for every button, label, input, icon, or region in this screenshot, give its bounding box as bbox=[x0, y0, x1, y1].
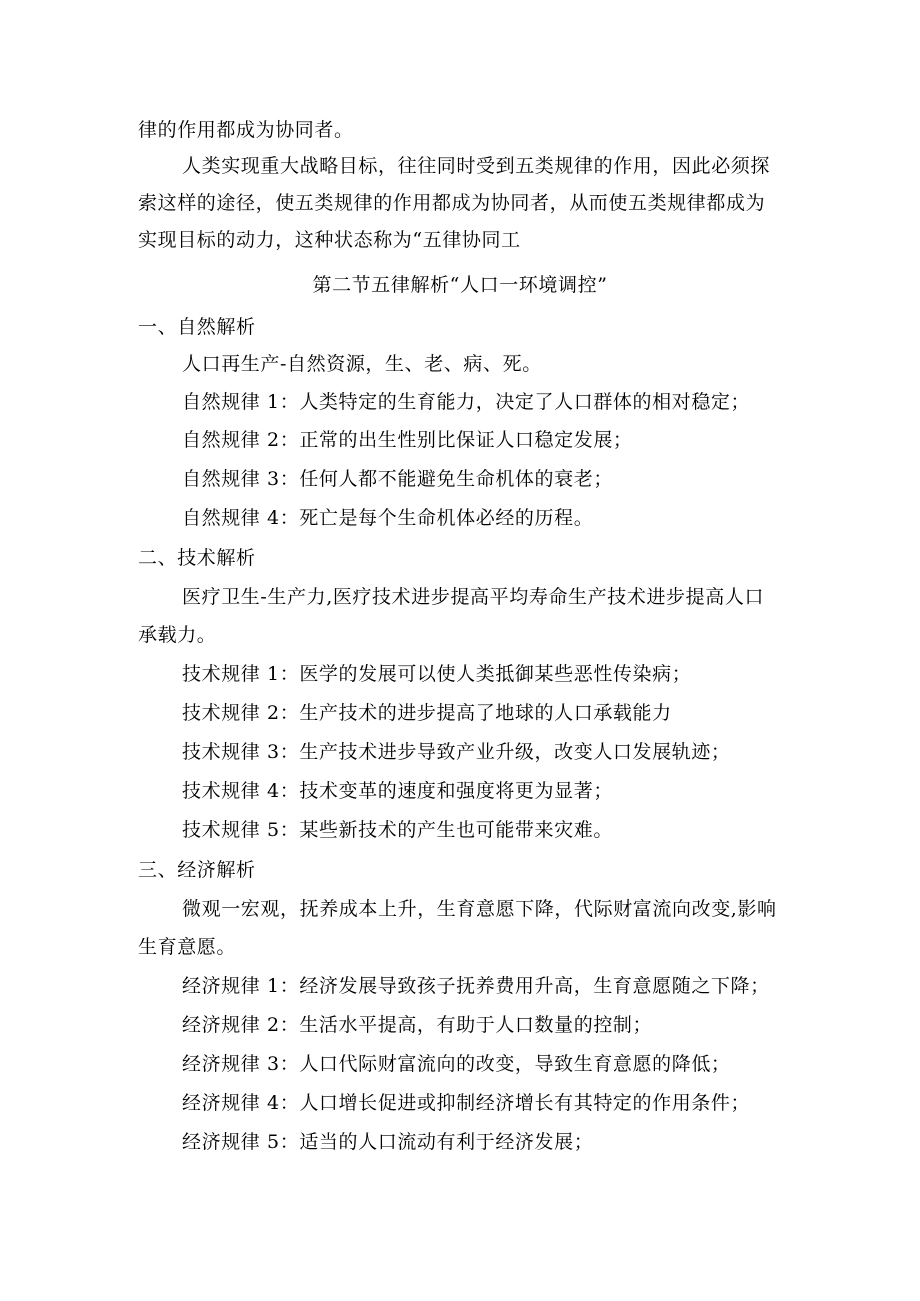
law-item: 经济规律 4：人口增长促进或抑制经济增长有其特定的作用条件； bbox=[182, 1092, 751, 1114]
law-item: 技术规律 3：生产技术进步导致产业升级，改变人口发展轨迹； bbox=[182, 741, 731, 763]
law-item: 经济规律 1：经济发展导致孩子抚养费用升高，生育意愿随之下降； bbox=[182, 975, 770, 997]
paragraph-line: 医疗卫生-生产力,医疗技术进步提高平均寿命生产技术进步提高人口 bbox=[182, 586, 765, 608]
section-heading-technology: 二、技术解析 bbox=[138, 547, 256, 569]
paragraph-continuation: 律的作用都成为协同者。 bbox=[138, 119, 354, 141]
law-item: 经济规律 5：适当的人口流动有利于经济发展； bbox=[182, 1131, 594, 1153]
law-item: 经济规律 2：生活水平提高，有助于人口数量的控制； bbox=[182, 1014, 653, 1036]
paragraph-line: 实现目标的动力，这种状态称为“五律协同工 bbox=[138, 229, 521, 251]
law-item: 自然规律 2：正常的出生性别比保证人口稳定发展； bbox=[182, 429, 633, 451]
law-item: 自然规律 1：人类特定的生育能力，决定了人口群体的相对稳定； bbox=[182, 391, 751, 413]
section-title: 第二节五律解析“人口一环境调控” bbox=[312, 274, 608, 296]
section-heading-economy: 三、经济解析 bbox=[138, 859, 256, 881]
law-item: 技术规律 5：某些新技术的产生也可能带来灾难。 bbox=[182, 819, 613, 841]
paragraph-line: 微观一宏观，抚养成本上升，生育意愿下降，代际财富流向改变,影响 bbox=[182, 898, 777, 920]
paragraph-line: 索这样的途径，使五类规律的作用都成为协同者，从而使五类规律都成为 bbox=[138, 192, 766, 214]
paragraph-line: 承载力。 bbox=[138, 624, 217, 646]
law-item: 技术规律 1：医学的发展可以使人类抵御某些恶性传染病； bbox=[182, 663, 692, 685]
paragraph-line: 生育意愿。 bbox=[138, 936, 237, 958]
law-item: 技术规律 2：生产技术的进步提高了地球的人口承载能力 bbox=[182, 702, 672, 724]
law-item: 自然规律 4：死亡是每个生命机体必经的历程。 bbox=[182, 507, 594, 529]
paragraph-line: 人口再生产-自然资源，生、老、病、死。 bbox=[182, 353, 542, 375]
section-heading-nature: 一、自然解析 bbox=[138, 316, 256, 338]
law-item: 经济规律 3：人口代际财富流向的改变，导致生育意愿的降低； bbox=[182, 1053, 731, 1075]
law-item: 技术规律 4：技术变革的速度和强度将更为显著； bbox=[182, 780, 613, 802]
paragraph-line: 人类实现重大战略目标，往往同时受到五类规律的作用，因此必须探 bbox=[182, 155, 771, 177]
law-item: 自然规律 3：任何人都不能避免生命机体的衰老； bbox=[182, 468, 613, 490]
